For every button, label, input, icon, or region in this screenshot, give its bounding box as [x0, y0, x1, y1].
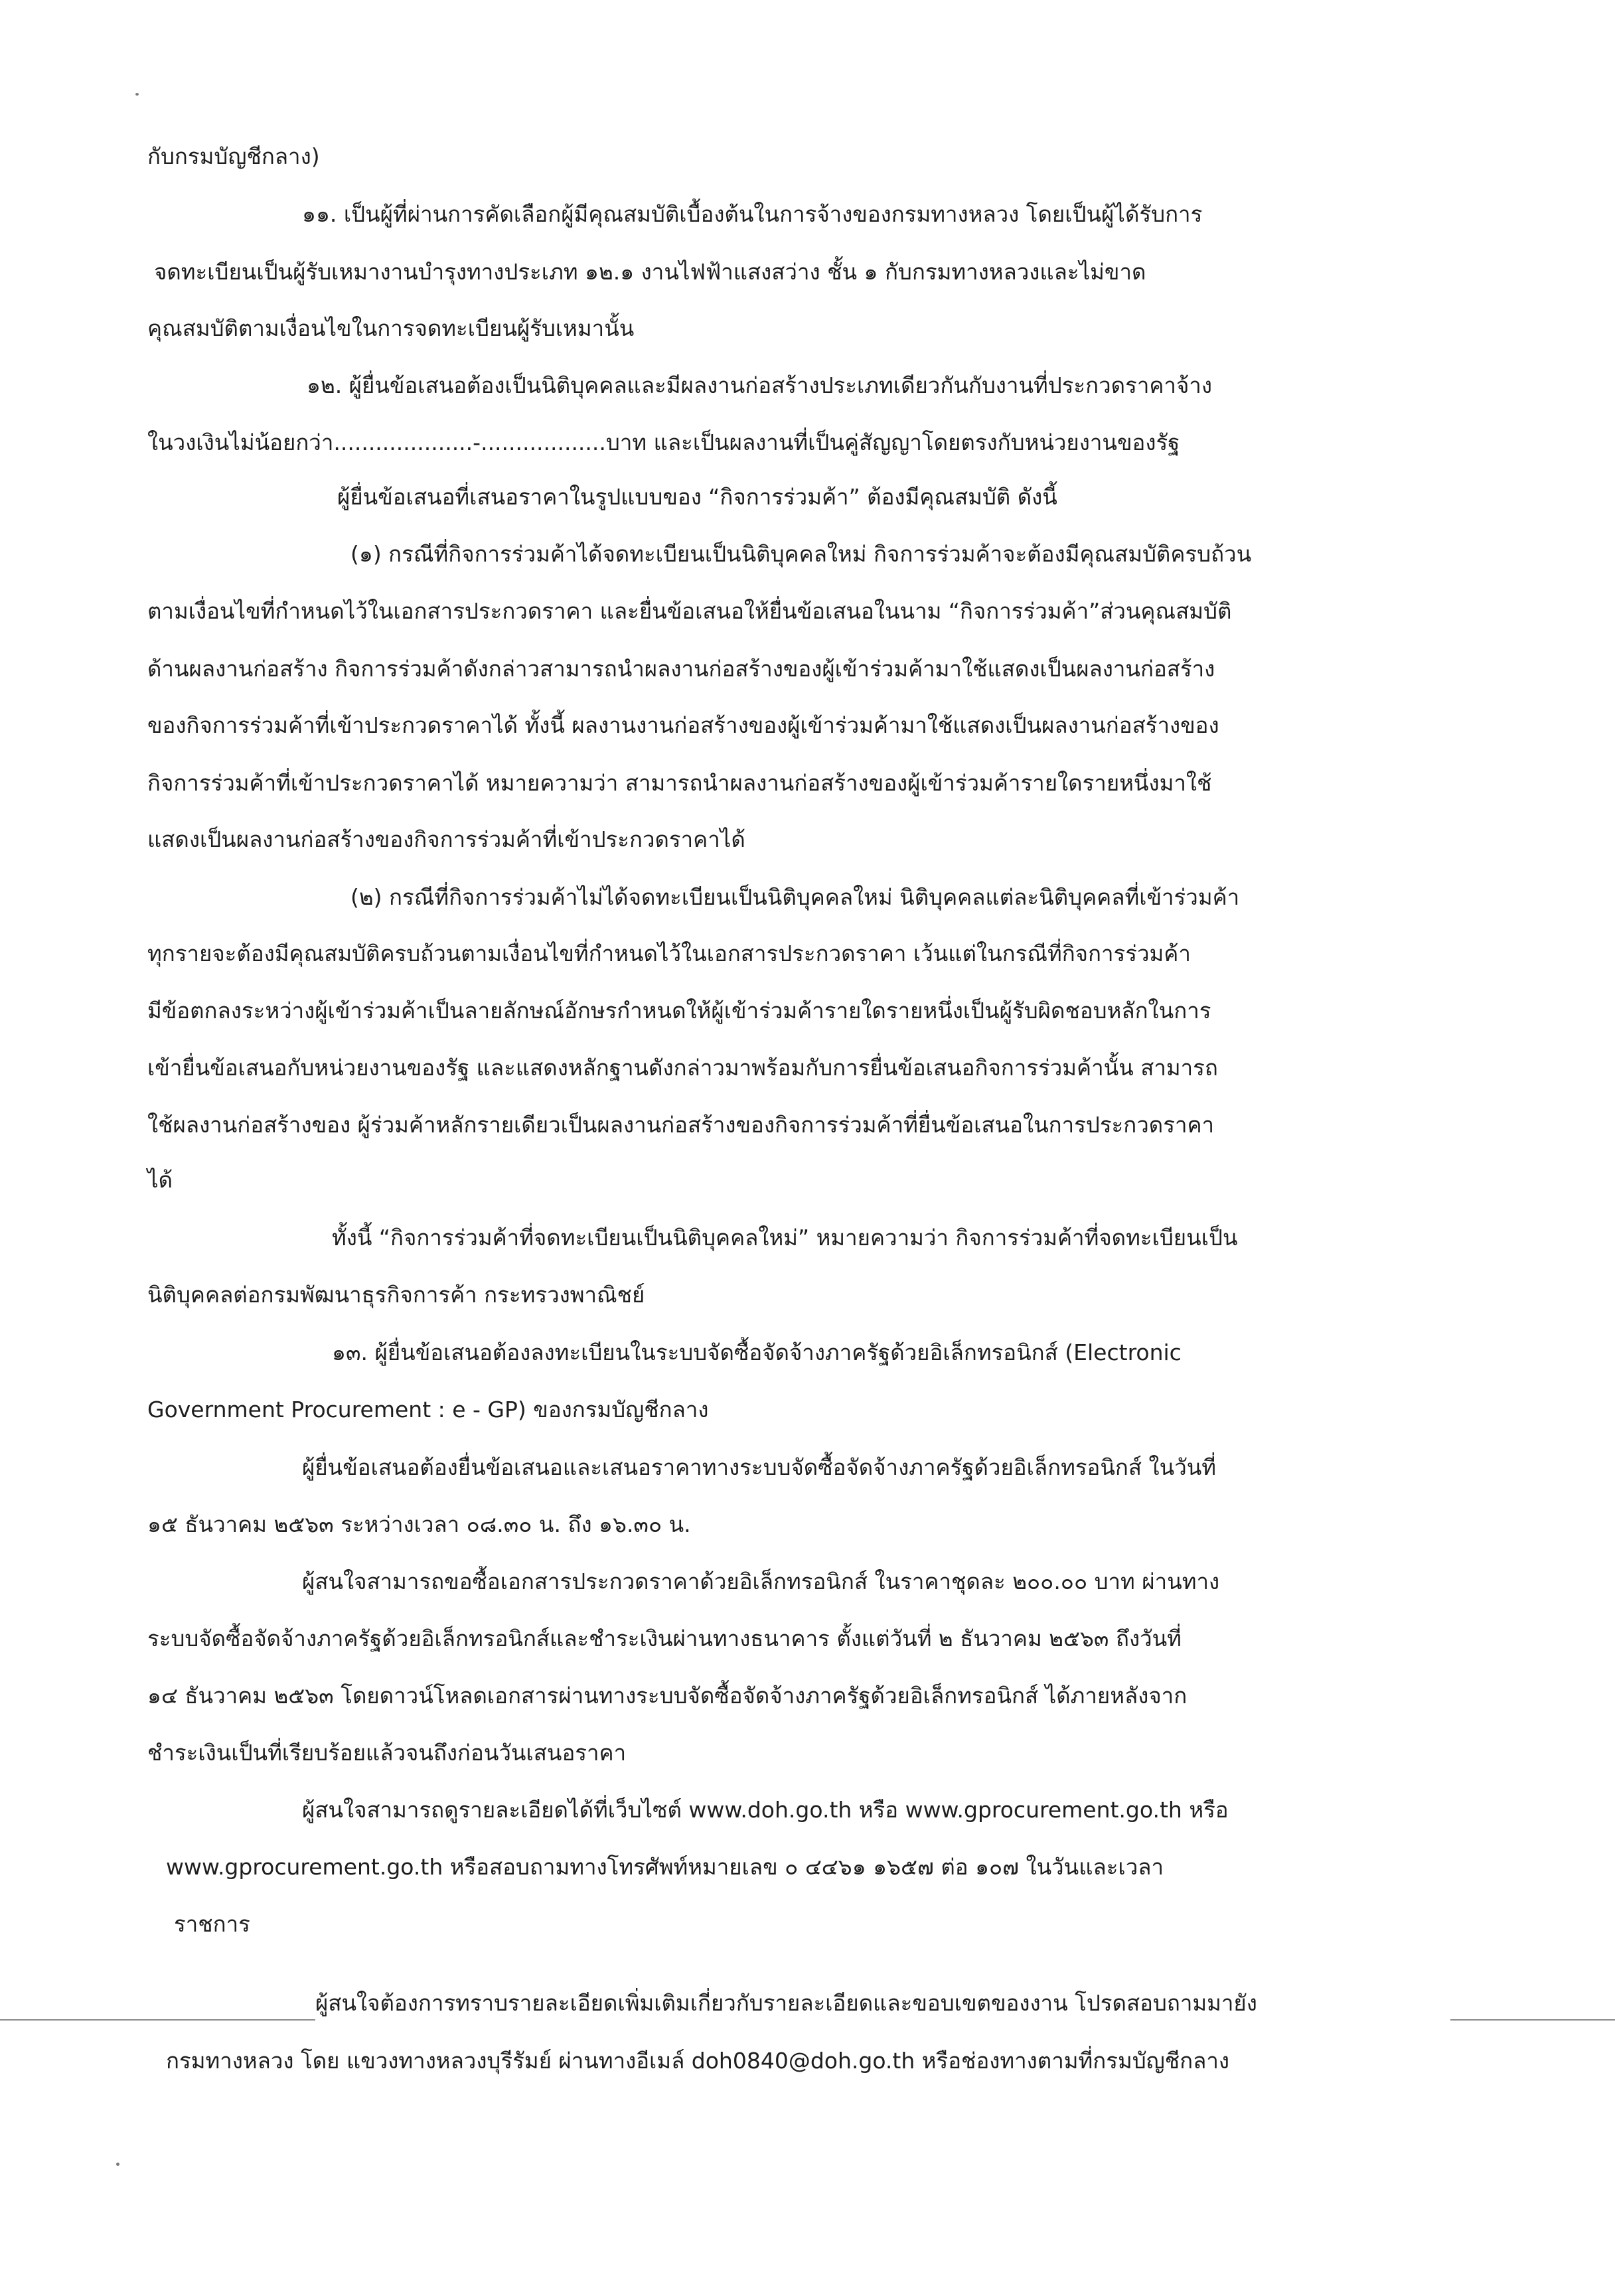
text-line-21: นิติบุคคลต่อกรมพัฒนาธุรกิจการค้า กระทรวงพาณิชย์: [147, 1282, 645, 1308]
text-line-11: ของกิจการร่วมค้าที่เข้าประกวดราคาได้ ทั้งนี้ ผลงานงานก่อสร้างของผู้เข้าร่วมค้ามาใช้แสดงเป็นผลงานก่อสร้างของ: [147, 712, 1219, 738]
text-line-20: ทั้งนี้ “กิจการร่วมค้าที่จดทะเบียนเป็นนิติบุคคลใหม่” หมายความว่า กิจการร่วมค้าที่จดทะเบียนเป็น: [332, 1225, 1238, 1251]
text-line-31: www.gprocurement.go.th หรือสอบถามทางโทรศัพท์หมายเลข ๐ ๔๔๖๑ ๑๖๕๗ ต่อ ๑๐๗ ในวันและเวลา: [166, 1854, 1164, 1880]
text-line-28: ๑๔ ธันวาคม ๒๕๖๓ โดยดาวน์โหลดเอกสารผ่านทางระบบจัดซื้อจัดจ้างภาครัฐด้วยอิเล็กทรอนิกส์ ได้ภายหลังจาก: [147, 1683, 1188, 1709]
text-line-24: ผู้ยื่นข้อเสนอต้องยื่นข้อเสนอและเสนอราคาทางระบบจัดซื้อจัดจ้างภาครัฐด้วยอิเล็กทรอนิกส์ ในวันที่: [302, 1454, 1217, 1480]
scan-speck: [135, 93, 139, 96]
text-line-14: (๒) กรณีที่กิจการร่วมค้าไม่ได้จดทะเบียนเป็นนิติบุคคลใหม่ นิติบุคคลแต่ละนิติบุคคลที่เข้าร่วมค้า: [350, 884, 1240, 910]
text-line-2: ๑๑. เป็นผู้ที่ผ่านการคัดเลือกผู้มีคุณสมบัติเบื้องต้นในการจ้างของกรมทางหลวง โดยเป็นผู้ได้รับการ: [302, 201, 1203, 227]
text-line-10: ด้านผลงานก่อสร้าง กิจการร่วมค้าดังกล่าวสามารถนำผลงานก่อสร้างของผู้เข้าร่วมค้ามาใช้แสดงเป็นผลงานก่อสร้าง: [147, 656, 1215, 682]
text-line-19: ได้: [147, 1167, 173, 1193]
text-line-34: กรมทางหลวง โดย แขวงทางหลวงบุรีรัมย์ ผ่านทางอีเมล์ doh0840@doh.go.th หรือช่องทางตามที่กรมบัญชีกลาง: [166, 2048, 1230, 2074]
text-line-18: ใช้ผลงานก่อสร้างของ ผู้ร่วมค้าหลักรายเดียวเป็นผลงานก่อสร้างของกิจการร่วมค้าที่ยื่นข้อเสนอในการประกวดราคา: [147, 1112, 1215, 1138]
text-line-5: ๑๒. ผู้ยื่นข้อเสนอต้องเป็นนิติบุคคลและมีผลงานก่อสร้างประเภทเดียวกันกับงานที่ประกวดราคาจ้าง: [307, 372, 1212, 398]
text-line-16: มีข้อตกลงระหว่างผู้เข้าร่วมค้าเป็นลายลักษณ์อักษรกำหนดให้ผู้เข้าร่วมค้ารายใดรายหนึ่งเป็นผู้รับผิดชอบหลักในการ: [147, 998, 1211, 1024]
scan-line-right: [1450, 2019, 1615, 2021]
text-line-15: ทุกรายจะต้องมีคุณสมบัติครบถ้วนตามเงื่อนไขที่กำหนดไว้ในเอกสารประกวดราคา เว้นแต่ในกรณีที่กิจการร่วมค้า: [147, 941, 1191, 966]
text-line-17: เข้ายื่นข้อเสนอกับหน่วยงานของรัฐ และแสดงหลักฐานดังกล่าวมาพร้อมกับการยื่นข้อเสนอกิจการร่วมค้านั้น สามารถ: [147, 1055, 1218, 1081]
text-line-25: ๑๕ ธันวาคม ๒๕๖๓ ระหว่างเวลา ๐๘.๓๐ น. ถึง ๑๖.๓๐ น.: [147, 1511, 691, 1537]
text-line-22: ๑๓. ผู้ยื่นข้อเสนอต้องลงทะเบียนในระบบจัดซื้อจัดจ้างภาครัฐด้วยอิเล็กทรอนิกส์ (Electronic: [332, 1339, 1182, 1365]
text-line-4: คุณสมบัติตามเงื่อนไขในการจดทะเบียนผู้รับเหมานั้น: [147, 315, 635, 341]
text-line-6: ในวงเงินไม่น้อยกว่า....................-..................บาท และเป็นผลงานที่เป็นคู่สัญญาโดยตรงกับหน่วยงานของรัฐ: [147, 429, 1180, 455]
text-line-12: กิจการร่วมค้าที่เข้าประกวดราคาได้ หมายความว่า สามารถนำผลงานก่อสร้างของผู้เข้าร่วมค้ารายใดรายหนึ่งมาใช้: [147, 770, 1212, 796]
text-line-3: จดทะเบียนเป็นผู้รับเหมางานบำรุงทางประเภท ๑๒.๑ งานไฟฟ้าแสงสว่าง ชั้น ๑ กับกรมทางหลวงและไม่ขาด: [154, 259, 1146, 285]
text-line-32: ราชการ: [174, 1911, 250, 1937]
text-line-1: กับกรมบัญชีกลาง): [147, 143, 320, 169]
text-line-29: ชำระเงินเป็นที่เรียบร้อยแล้วจนถึงก่อนวันเสนอราคา: [147, 1740, 627, 1766]
text-line-9: ตามเงื่อนไขที่กำหนดไว้ในเอกสารประกวดราคา และยื่นข้อเสนอให้ยื่นข้อเสนอในนาม “กิจการร่วมค้า”ส่วนคุณสมบัติ: [147, 598, 1232, 624]
text-line-27: ระบบจัดซื้อจัดจ้างภาครัฐด้วยอิเล็กทรอนิกส์และชำระเงินผ่านทางธนาคาร ตั้งแต่วันที่ ๒ ธันวาคม ๒๕๖๓ ถึงวันที่: [147, 1626, 1182, 1651]
text-line-13: แสดงเป็นผลงานก่อสร้างของกิจการร่วมค้าที่เข้าประกวดราคาได้: [147, 826, 745, 852]
scan-speck: [116, 2163, 119, 2166]
text-line-8: (๑) กรณีที่กิจการร่วมค้าได้จดทะเบียนเป็นนิติบุคคลใหม่ กิจการร่วมค้าจะต้องมีคุณสมบัติครบถ้วน: [350, 541, 1252, 567]
scan-line-left: [0, 2019, 315, 2021]
text-line-23: Government Procurement : e - GP) ของกรมบัญชีกลาง: [147, 1397, 709, 1422]
text-line-26: ผู้สนใจสามารถขอซื้อเอกสารประกวดราคาด้วยอิเล็กทรอนิกส์ ในราคาชุดละ ๒๐๐.๐๐ บาท ผ่านทาง: [302, 1569, 1220, 1594]
text-line-7: ผู้ยื่นข้อเสนอที่เสนอราคาในรูปแบบของ “กิจการร่วมค้า” ต้องมีคุณสมบัติ ดังนี้: [337, 484, 1057, 510]
text-line-30: ผู้สนใจสามารถดูรายละเอียดได้ที่เว็บไซต์ www.doh.go.th หรือ www.gprocurement.go.th หรือ: [302, 1797, 1229, 1823]
text-line-33: ผู้สนใจต้องการทราบรายละเอียดเพิ่มเติมเกี่ยวกับรายละเอียดและขอบเขตของงาน โปรดสอบถามมายัง: [315, 1990, 1257, 2016]
